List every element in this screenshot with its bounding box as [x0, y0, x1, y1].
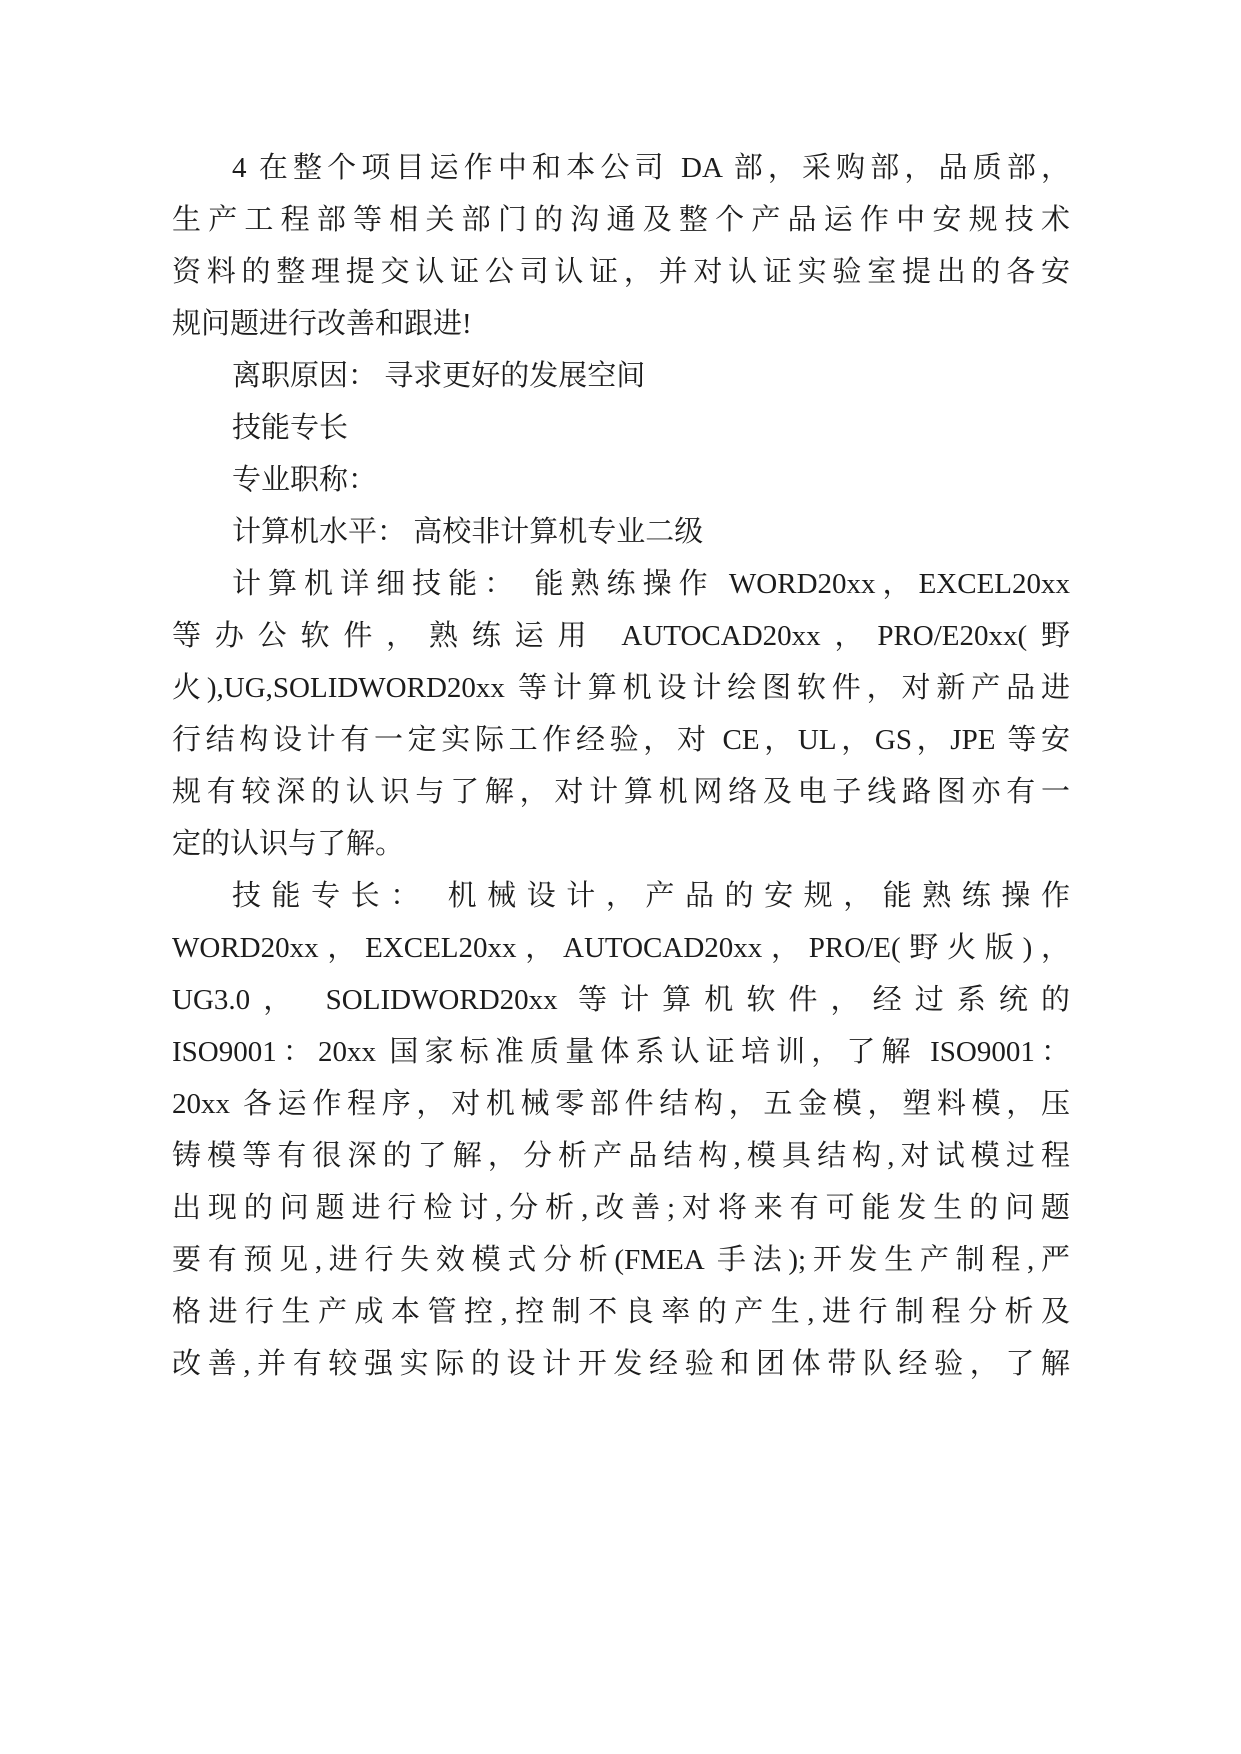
paragraph-leaving-reason [172, 350, 1070, 402]
text-line: 专业职称： [232, 464, 378, 496]
text-line: 等办公软件，熟练运用 AUTOCAD20xx，PRO/E20xx(野 [172, 620, 1070, 652]
document-body [172, 142, 1070, 1390]
text-line: 生产工程部等相关部门的沟通及整个产品运作中安规技术 [172, 204, 1070, 236]
text-line: 计算机详细技能： 能熟练操作 WORD20xx，EXCEL20xx [232, 568, 1070, 600]
text-line: 改善,并有较强实际的设计开发经验和团体带队经验，了解 [172, 1348, 1070, 1380]
text-line: 行结构设计有一定实际工作经验，对 CE，UL，GS，JPE 等安 [172, 724, 1070, 756]
text-line: 计算机水平： 高校非计算机专业二级 [232, 516, 704, 548]
text-line: 要有预见,进行失效模式分析(FMEA 手法);开发生产制程,严 [172, 1244, 1070, 1276]
text-line: 铸模等有很深的了解，分析产品结构,模具结构,对试模过程 [172, 1140, 1070, 1172]
text-line: 资料的整理提交认证公司认证，并对认证实验室提出的各安 [172, 256, 1070, 288]
text-line: ISO9001：20xx 国家标准质量体系认证培训，了解 ISO9001： [172, 1036, 1070, 1068]
text-line: 格进行生产成本管控,控制不良率的产生,进行制程分析及 [172, 1296, 1070, 1328]
text-line: 火),UG,SOLIDWORD20xx 等计算机设计绘图软件，对新产品进 [172, 672, 1070, 704]
text-line: 规问题进行改善和跟进! [172, 308, 472, 340]
text-line: 20xx 各运作程序，对机械零部件结构，五金模，塑料模，压 [172, 1088, 1070, 1120]
text-line: 规有较深的认识与了解，对计算机网络及电子线路图亦有一 [172, 776, 1070, 808]
paragraph-work-duties [172, 142, 1070, 350]
paragraph-skill-specialties [172, 870, 1070, 1390]
text-line: 定的认识与了解。 [172, 828, 405, 860]
text-line: 技能专长 [232, 412, 349, 444]
paragraph-professional-title [172, 454, 1070, 506]
paragraph-skills-heading [172, 402, 1070, 454]
text-line: 离职原因： 寻求更好的发展空间 [232, 360, 646, 392]
paragraph-computer-level [172, 506, 1070, 558]
text-line: UG3.0， SOLIDWORD20xx 等计算机软件，经过系统的 [172, 984, 1070, 1016]
text-line: 4 在整个项目运作中和本公司 DA 部，采购部，品质部， [232, 152, 1070, 184]
text-line: 技能专长： 机械设计，产品的安规，能熟练操作 [232, 880, 1070, 912]
text-line: 出现的问题进行检讨,分析,改善;对将来有可能发生的问题 [172, 1192, 1070, 1224]
text-line: WORD20xx，EXCEL20xx，AUTOCAD20xx，PRO/E(野火版)， [172, 932, 1070, 964]
paragraph-computer-skills [172, 558, 1070, 870]
